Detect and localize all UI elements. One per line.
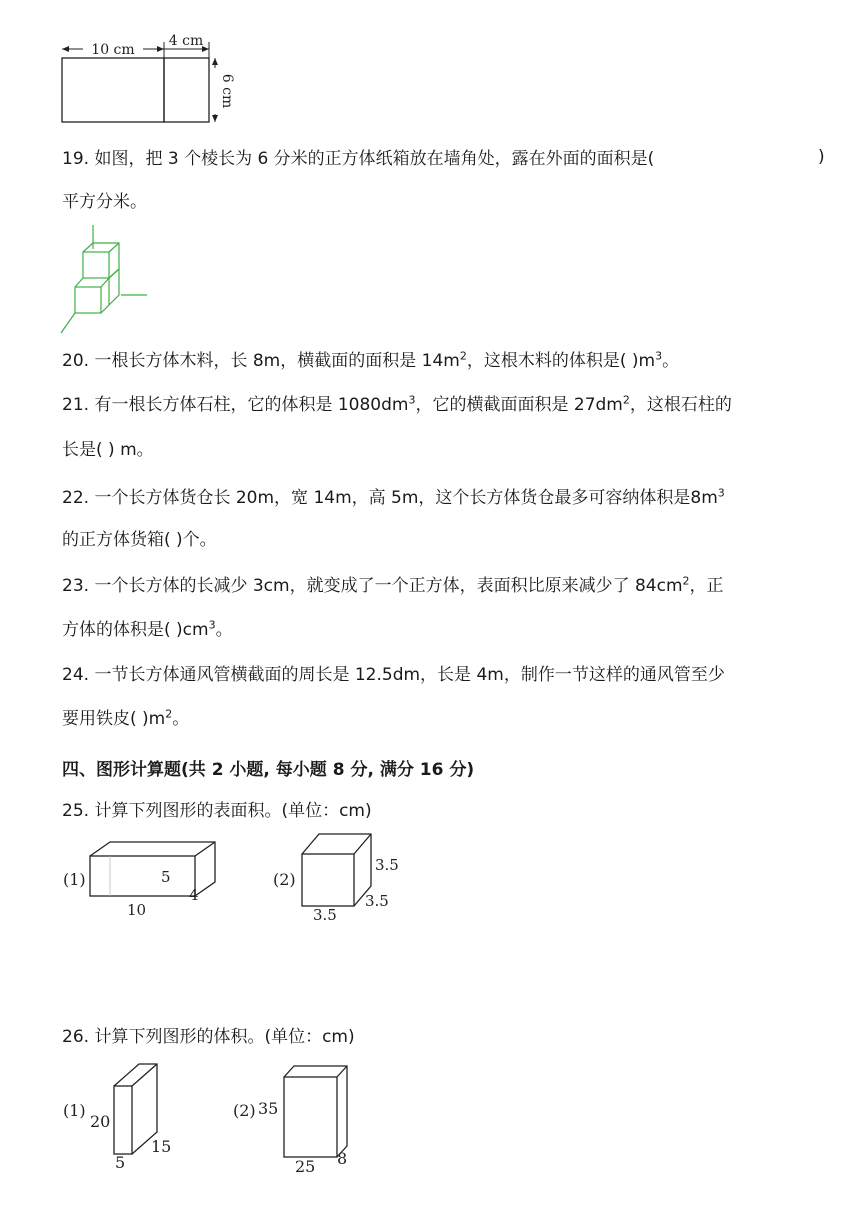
q26-fig2-tag: (2) bbox=[233, 1101, 256, 1120]
q25-fig1-width: 4 bbox=[189, 886, 199, 904]
q26-fig2-width: 8 bbox=[337, 1149, 348, 1168]
q26-text: 26. 计算下列图形的体积。(单位：cm) bbox=[62, 1027, 355, 1047]
q26-fig2-length: 25 bbox=[295, 1157, 316, 1176]
q25-fig2-height: 3.5 bbox=[375, 856, 399, 874]
fig18-width-label: 4 cm bbox=[168, 33, 204, 49]
q24-line2: 要用铁皮( )$m^2$。 bbox=[62, 707, 190, 729]
q26-fig1-height: 20 bbox=[90, 1112, 111, 1131]
q25-fig2-width: 3.5 bbox=[365, 892, 389, 910]
q19-line1: 19. 如图，把 3 个棱长为 6 分米的正方体纸箱放在墙角处，露在外面的面积是( bbox=[62, 149, 655, 169]
q26-figures bbox=[55, 1052, 375, 1176]
q24-line1: 24. 一节长方体通风管横截面的周长是 12.5dm，长是 4m，制作一节这样的通风管至少 bbox=[62, 665, 725, 685]
q22-line1: 22. 一个长方体货仓长 20m，宽 14m，高 5m，这个长方体货仓最多可容纳体积是$8m^3$ bbox=[62, 486, 725, 508]
q19-line2: 平方分米。 bbox=[62, 192, 147, 212]
q26-fig1-length: 5 bbox=[115, 1153, 126, 1172]
q26-fig2-height: 35 bbox=[258, 1099, 279, 1118]
q26-fig1-tag: (1) bbox=[63, 1101, 86, 1120]
figure-18-rectangle bbox=[55, 30, 235, 126]
fig18-length-label: 10 cm bbox=[91, 42, 135, 58]
q23-line2: 方体的体积是( )$cm^3$。 bbox=[62, 618, 233, 640]
q25-fig2-length: 3.5 bbox=[313, 906, 337, 924]
q21-line1: 21. 有一根长方体石柱，它的体积是 $1080dm^3$，它的横截面面积是 $27dm^2$，这根石柱的 bbox=[62, 393, 732, 415]
q23-line1: 23. 一个长方体的长减少 3cm，就变成了一个正方体，表面积比原来减少了 $84cm^2$，正 bbox=[62, 574, 724, 596]
q25-text: 25. 计算下列图形的表面积。(单位：cm) bbox=[62, 801, 372, 821]
q25-figures bbox=[55, 830, 415, 926]
q25-fig1-height: 5 bbox=[161, 868, 171, 886]
q19-close-paren: ) bbox=[818, 147, 825, 167]
q25-fig2-tag: (2) bbox=[273, 870, 296, 889]
fig18-height-label: 6 cm bbox=[219, 73, 235, 109]
q25-fig1-tag: (1) bbox=[63, 870, 86, 889]
q22-line2: 的正方体货箱( )个。 bbox=[62, 530, 217, 550]
q20-text: 20. 一根长方体木料，长 8m，横截面的面积是 $14m^2$，这根木料的体积是( )$m^3$。 bbox=[62, 349, 680, 371]
q25-fig1-length: 10 bbox=[127, 901, 147, 919]
section-4-title: 四、图形计算题(共 2 小题, 每小题 8 分, 满分 16 分) bbox=[62, 760, 475, 780]
figure-19-cubes bbox=[55, 225, 155, 337]
q21-line2: 长是( ) m。 bbox=[62, 440, 154, 460]
q26-fig1-width: 15 bbox=[151, 1137, 172, 1156]
